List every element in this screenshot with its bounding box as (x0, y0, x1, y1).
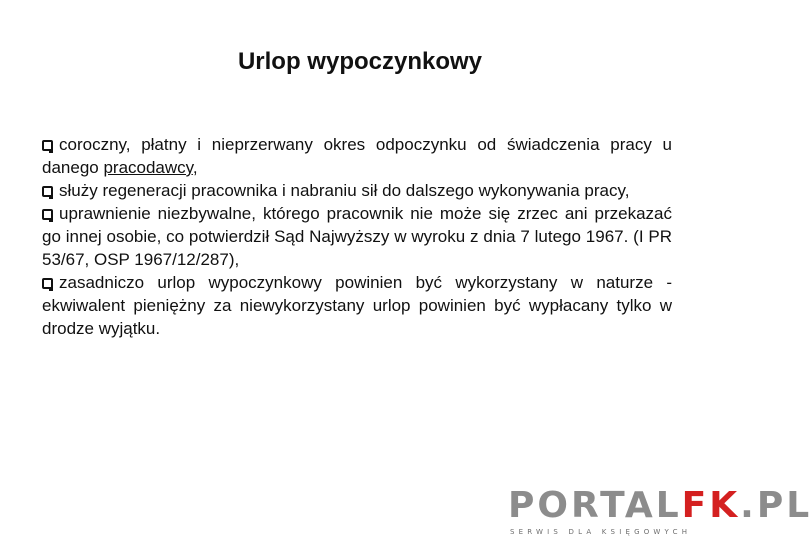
bullet-item-3 (42, 202, 672, 271)
bullet-text: służy regeneracji pracownika i nabraniu sił do dalszego wykonywania pracy, (59, 181, 630, 200)
underlined-term: pracodawcy (103, 158, 193, 177)
checkbox-square-icon (42, 140, 53, 151)
bullet-text: coroczny, płatny i nieprzerwany okres odpoczynku od świadczenia pracy u danego (42, 135, 672, 177)
bullet-text: zasadniczo urlop wypoczynkowy powinien być wykorzystany w naturze - ekwiwalent pieniężny za niewykorzystany urlop powinien być wypłacany tylko w drodze wyjątku. (42, 273, 672, 338)
bullet-list (42, 133, 672, 340)
logo-tagline: SERWIS DLA KSIĘGOWYCH (510, 528, 692, 536)
portalfk-logo (508, 485, 812, 540)
bullet-item-1 (42, 133, 672, 179)
bullet-text: uprawnienie niezbywalne, którego pracownik nie może się zrzec ani przekazać go innej osobie, co potwierdził Sąd Najwyższy w wyroku z dnia 7 lutego 1967. (I PR 53/67, OSP 1967/12/287), (42, 204, 672, 269)
checkbox-square-icon (42, 278, 53, 289)
logo-fk-text: FK (681, 485, 741, 526)
logo-pl-text: .PL (740, 485, 812, 526)
checkbox-square-icon (42, 209, 53, 220)
slide-title: Urlop wypoczynkowy (237, 48, 483, 75)
bullet-item-2 (42, 179, 672, 202)
logo-wordmark (508, 485, 812, 526)
bullet-item-4 (42, 271, 672, 340)
logo-portal-text: PORTAL (508, 485, 682, 526)
checkbox-square-icon (42, 186, 53, 197)
bullet-text-tail: , (192, 158, 198, 177)
